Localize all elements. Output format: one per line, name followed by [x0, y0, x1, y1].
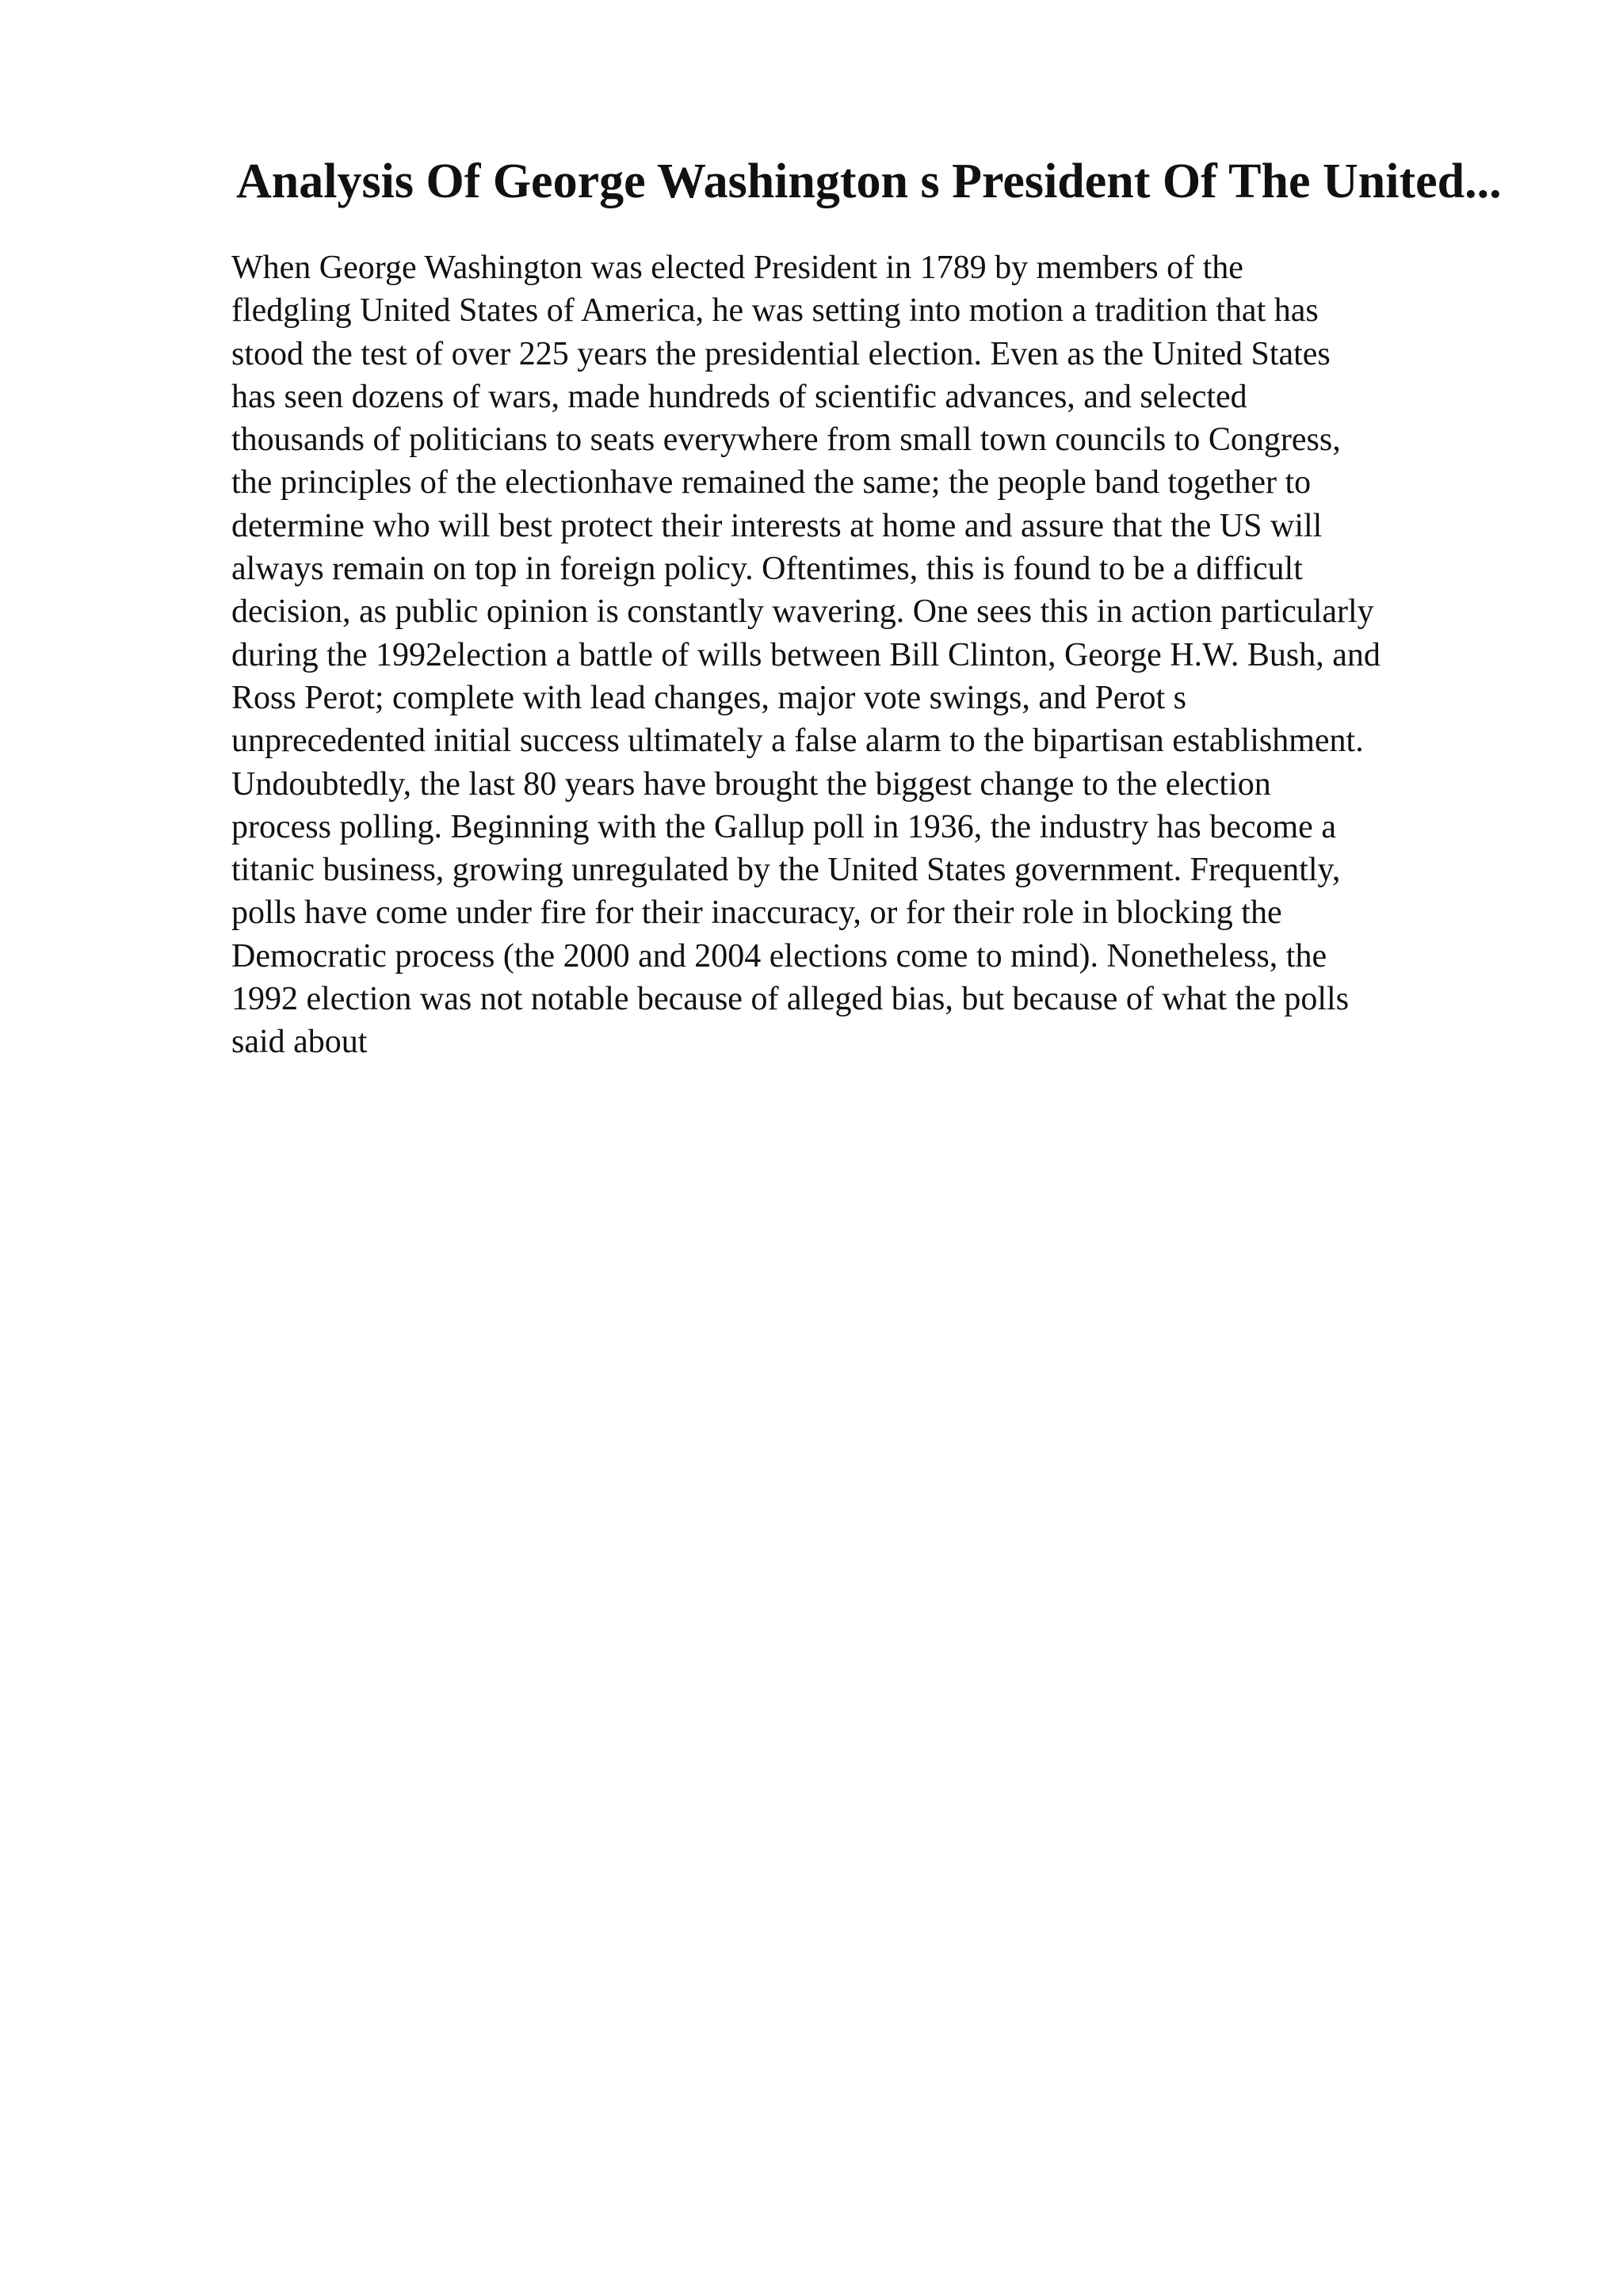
body-line: has seen dozens of wars, made hundreds of scientific advances, and selected	[231, 378, 1247, 415]
body-line: determine who will best protect their interests at home and assure that the US will	[231, 507, 1323, 544]
body-line: unprecedented initial success ultimately a false alarm to the bipartisan establishment.	[231, 723, 1364, 760]
body-line: When George Washington was elected President in 1789 by members of the	[231, 250, 1243, 286]
body-line: said about	[231, 1024, 368, 1061]
document-title: Analysis Of George Washington s President Of The United...	[236, 154, 1502, 208]
body-line: always remain on top in foreign policy. Oftentimes, this is found to be a difficult	[231, 551, 1303, 588]
body-line: titanic business, growing unregulated by the United States government. Frequently,	[231, 852, 1341, 889]
body-line: Undoubtedly, the last 80 years have brought the biggest change to the election	[231, 765, 1271, 803]
body-line: polls have come under fire for their inaccuracy, or for their role in blocking the	[231, 894, 1282, 932]
body-line: Ross Perot; complete with lead changes, major vote swings, and Perot s	[231, 679, 1186, 716]
body-paragraph	[231, 246, 1547, 1064]
body-line: during the 1992election a battle of wills between Bill Clinton, George H.W. Bush, and	[231, 636, 1381, 673]
body-line: thousands of politicians to seats everywhere from small town councils to Congress,	[231, 421, 1341, 459]
body-line: decision, as public opinion is constantly wavering. One sees this in action particularly	[231, 593, 1374, 631]
body-line: 1992 election was not notable because of alleged bias, but because of what the polls	[231, 981, 1350, 1018]
body-line: Democratic process (the 2000 and 2004 elections come to mind). Nonetheless, the	[231, 937, 1327, 974]
body-line: stood the test of over 225 years the presidential election. Even as the United States	[231, 335, 1331, 372]
body-line: process polling. Beginning with the Gallup poll in 1936, the industry has become a	[231, 808, 1336, 845]
body-line: the principles of the electionhave remained the same; the people band together to	[231, 464, 1312, 502]
body-line: fledgling United States of America, he was setting into motion a tradition that has	[231, 292, 1319, 330]
